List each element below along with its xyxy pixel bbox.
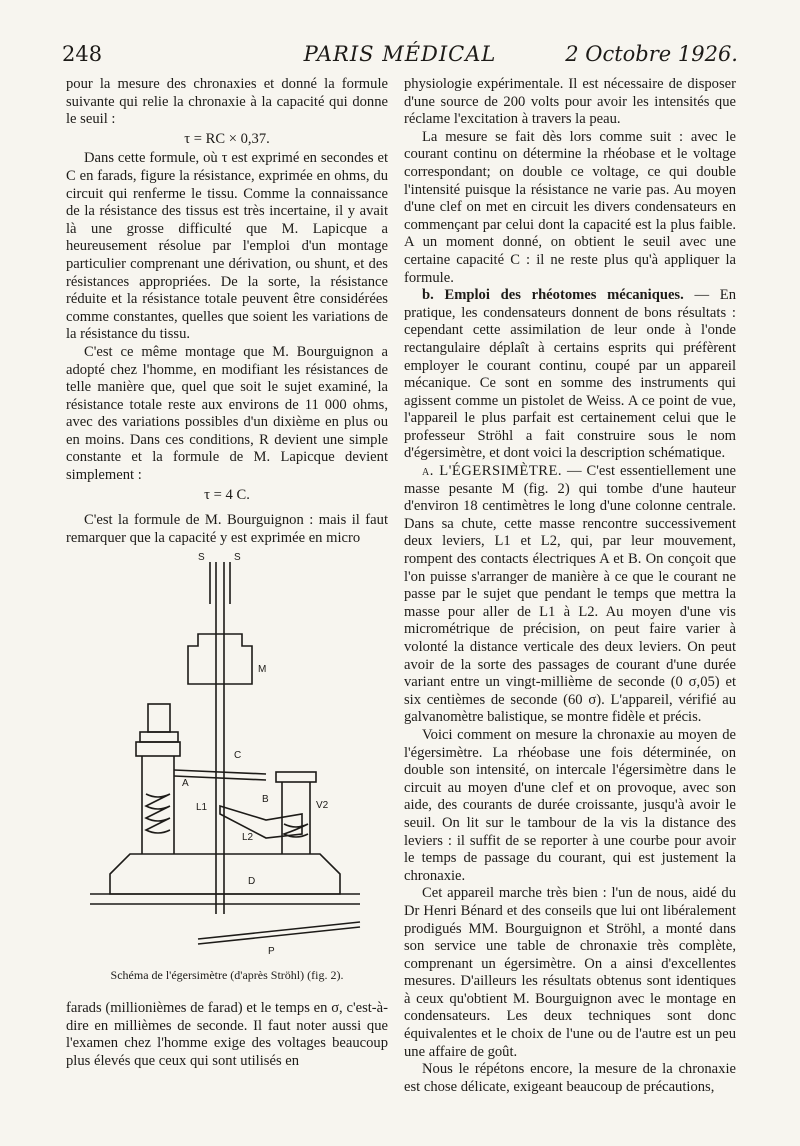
right-column bbox=[404, 76, 736, 1096]
right-paragraph-2: La mesure se fait dès lors comme suit : avec le courant continu on détermine la rhéobase et le voltage correspondant; on double ce voltage, ce qui double l'intensité puisque la résistance ne varie pas. Au moyen d'une clef on met en circuit les divers condensateurs en commençant par celui dont la capacité est la plus faible. A un moment donné, on obtient le seuil avec une certaine capacité C : il ne reste plus qu'à appliquer la formule. bbox=[404, 128, 736, 286]
section-alpha-text: — C'est essentiellement une masse pesante M (fig. 2) qui tombe d'une hauteur d'environ 18 centimètres le long d'une colonne centrale. Dans sa chute, cette masse rencontre successivement deux leviers, L1 et L2, qui, par leur mouvement, rompent des contacts électriques A et B. On conçoit que l'on puisse s'arranger de manière à ce que le courant ne passe par le sujet que pendant le temps que mettra la masse pour aller de L1 à L2. Au moyen d'une vis micrométrique de précision, on peut faire varier à volonté la distance verticale des deux leviers. On peut avoir de la sorte des passages de courant d'une durée variant entre un vingt-millième de seconde (0 σ,05) et six centièmes de seconde (60 σ). L'appareil, vérifié au galvanomètre balistique, se montre fidèle et précis. bbox=[404, 463, 736, 726]
left-paragraph-4: C'est la formule de M. Bourguignon : mais il faut remarquer que la capacité y est exprimée en micro bbox=[66, 512, 388, 546]
formula-chronaxie-rc: τ = RC × 0,37. bbox=[184, 130, 270, 147]
left-paragraph-3: C'est ce même montage que M. Bourguignon a adopté chez l'homme, en modifiant les résistances de telle manière que, quel que soit le sujet examiné, la résistance totale reste aux environs de 11 000 ohms, avec des variations possibles d'un dixième en plus ou en moins. Dans ces conditions, R devient une simple constante et la formule de M. Lapicque devient simplement : bbox=[66, 343, 388, 484]
section-b-text: — En pratique, les condensateurs donnent de bons résultats : cependant cette assimilation de leur onde à l'onde rectangulaire déplaît à certains esprits qui préfèrent employer le courant continu, coupé par un appareil mécanique. Ce sont en somme des instruments qui agissent comme un pistolet de Weiss. A ce point de vue, l'appareil le plus parfait est certainement celui que le professeur Ströhl a fait construire sous le nom d'égersimètre, et dont voici la description schématique. bbox=[404, 287, 736, 462]
section-alpha-paragraph bbox=[404, 463, 736, 727]
egersimetre-figure bbox=[70, 544, 380, 964]
issue-date: 2 Octobre 1926. bbox=[565, 42, 738, 66]
section-b-paragraph bbox=[404, 287, 736, 463]
label-l2: L2 bbox=[242, 832, 254, 843]
left-paragraph-2: Dans cette formule, où τ est exprimé en secondes et C en farads, figure la résistance, exprimée en ohms, du circuit qui renferme le tissu. Comme la connaissance de la résistance des tissus est très incertaine, il y avait là une grosse difficulté que M. Lapicque a heureusement résolue par l'emploi d'un montage particulier comprenant une dérivation, ou shunt, et des résistances appropriées. De la sorte, la résistance réduite et la résistance totale peuvent être considérées comme constantes, quelles que soient les variations de la résistance du tissu. bbox=[66, 150, 388, 343]
label-s-right: S bbox=[234, 552, 241, 563]
label-m: M bbox=[258, 664, 267, 675]
label-p: P bbox=[268, 946, 275, 957]
left-column-continued bbox=[66, 1000, 388, 1070]
right-paragraph-5: Voici comment on mesure la chronaxie au moyen de l'égersimètre. La rhéobase une fois déterminée, on double son intensité, on intercale l'égersimètre dans le circuit au moyen d'une clef et on provoque, avec son aide, des courants de durée croissante, jusqu'à avoir le seuil. On lit sur le tambour de la vis la distance des leviers : il suffit de se reporter à une courbe pour avoir le temps de passage du courant, qui est justement la chronaxie. bbox=[404, 726, 736, 884]
label-v2: V2 bbox=[316, 800, 329, 811]
page-header bbox=[62, 42, 738, 72]
label-c: C bbox=[234, 750, 242, 761]
label-l1: L1 bbox=[196, 802, 208, 813]
right-paragraph-1: physiologie expérimentale. Il est nécessaire de disposer d'une source de 200 volts pour avoir les intensités que réclame l'excitation à travers la peau. bbox=[404, 76, 736, 128]
left-paragraph-1: pour la mesure des chronaxies et donné la formule suivante qui relie la chronaxie à la capacité qui donne le seuil : bbox=[66, 76, 388, 128]
section-alpha-heading: α. L'ÉGERSIMÈTRE. bbox=[422, 463, 563, 480]
journal-title: PARIS MÉDICAL bbox=[303, 42, 497, 66]
label-b: B bbox=[262, 794, 269, 805]
egersimetre-diagram bbox=[70, 544, 380, 964]
label-s-left: S bbox=[198, 552, 205, 563]
figure-caption: Schéma de l'égersimètre (d'après Ströhl) (fig. 2). bbox=[110, 968, 344, 982]
left-paragraph-5: farads (millionièmes de farad) et le temps en σ, c'est-à-dire en millièmes de seconde. Il faut noter aussi que l'examen chez l'homme exige des voltages beaucoup plus élevés que ceux qui sont utilisés en bbox=[66, 1000, 388, 1069]
label-d: D bbox=[248, 876, 256, 887]
formula-bourguignon: τ = 4 C. bbox=[204, 486, 250, 503]
right-paragraph-7: Nous le répétons encore, la mesure de la chronaxie est chose délicate, exigeant beaucoup de précautions, bbox=[404, 1061, 736, 1095]
left-column bbox=[66, 76, 388, 547]
page-number: 248 bbox=[62, 42, 103, 66]
label-a: A bbox=[182, 778, 189, 789]
section-b-heading: b. Emploi des rhéotomes mécaniques. bbox=[422, 287, 684, 304]
right-paragraph-6: Cet appareil marche très bien : l'un de nous, aidé du Dr Henri Bénard et des conseils que lui ont libéralement prodigués MM. Bourguignon et Ströhl, a monté dans son service une table de chronaxie très complète, comprenant un égersimètre. On a ainsi d'excellentes mesures. D'ailleurs les résultats obtenus sont identiques à ceux qu'obtient M. Bourguignon avec le montage en condensateurs. Les deux techniques sont donc équivalentes et le choix de l'une ou de l'autre est un peu une affaire de goût. bbox=[404, 885, 736, 1060]
